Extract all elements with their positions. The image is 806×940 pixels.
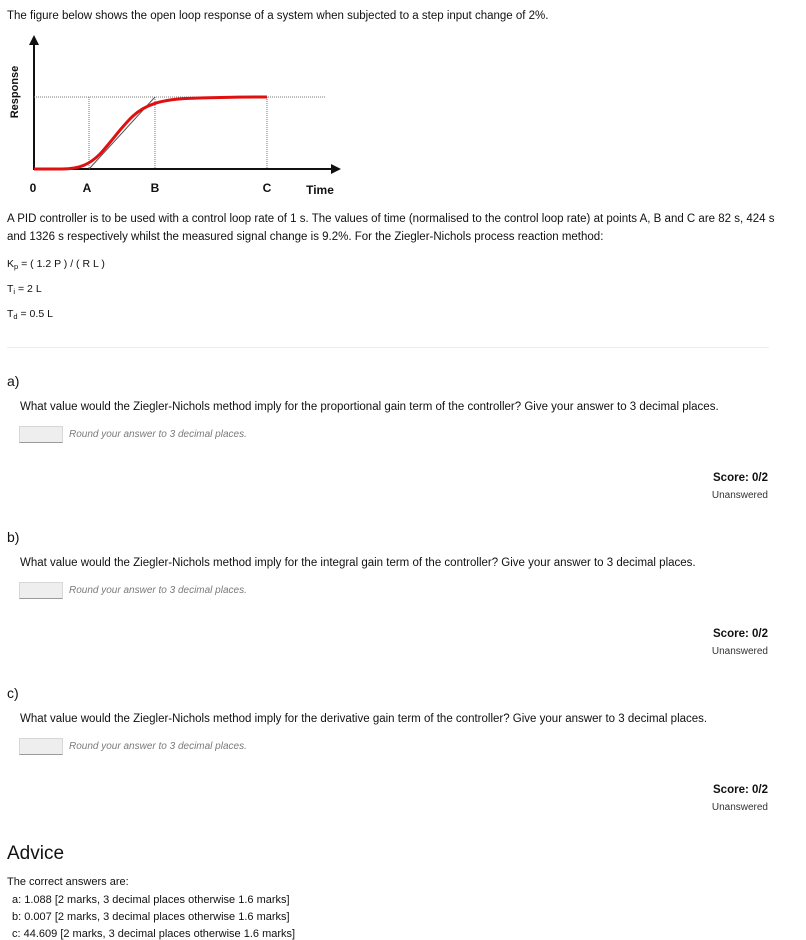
point-label-a: A [82,181,92,195]
ti-subscript: i [13,287,16,296]
question-a-hint: Round your answer to 3 decimal places. [69,429,247,440]
question-b-score: Score: 0/2 [713,628,768,640]
question-b-hint: Round your answer to 3 decimal places. [69,585,247,596]
td-subscript: d [13,312,18,321]
advice-answer-a: a: 1.088 [2 marks, 3 decimal places otherwise 1.6 marks] [12,894,290,906]
question-c-letter: c) [7,685,19,701]
formula-kp [7,258,105,271]
x-axis-arrowhead [331,164,341,174]
x-axis-label: Time [306,183,334,197]
question-c-score: Score: 0/2 [713,784,768,796]
y-axis-label: Response [9,65,21,119]
question-c-answer-input[interactable] [19,738,63,755]
advice-title: Advice [7,843,65,864]
formula-ti [7,283,42,296]
td-symbol: T [7,308,14,320]
y-axis-arrowhead [29,35,39,45]
origin-label: 0 [29,181,37,195]
question-a-answer-input[interactable] [19,426,63,443]
point-label-c: C [262,181,272,195]
problem-paragraph [7,210,787,246]
advice-intro: The correct answers are: [7,876,129,888]
question-c-hint: Round your answer to 3 decimal places. [69,741,247,752]
question-a-status: Unanswered [711,490,768,501]
question-a-score: Score: 0/2 [713,472,768,484]
question-c-text: What value would the Ziegler-Nichols method imply for the derivative gain term of the controller? Give your answer to 3 decimal places. [20,713,708,725]
formula-td [7,308,53,321]
question-c-status: Unanswered [711,802,768,813]
response-curve [34,97,267,169]
advice-answer-b: b: 0.007 [2 marks, 3 decimal places otherwise 1.6 marks] [12,911,290,923]
kp-symbol: K [7,258,15,270]
advice-answer-c: c: 44.609 [2 marks, 3 decimal places otherwise 1.6 marks] [12,928,296,940]
question-b-text: What value would the Ziegler-Nichols method imply for the integral gain term of the controller? Give your answer to 3 decimal places. [20,557,696,569]
td-expression: = 0.5 L [17,308,53,320]
paragraph-line-1: A PID controller is to be used with a control loop rate of 1 s. The values of time (normalised to the control loop rate) at points A, B and C are 82 s, 424 s [7,213,775,225]
ti-expression: = 2 L [15,283,42,295]
kp-subscript: p [14,262,19,271]
question-b-answer-input[interactable] [19,582,63,599]
kp-expression: = ( 1.2 P ) / ( R L ) [18,258,105,270]
question-b-status: Unanswered [711,646,768,657]
ti-symbol: T [7,283,14,295]
paragraph-line-2: and 1326 s respectively whilst the measured signal change is 9.2%. For the Ziegler-Nichols process reaction method: [7,231,604,243]
section-divider [7,347,769,348]
point-label-b: B [150,181,160,195]
step-response-figure [0,30,360,205]
intro-text: The figure below shows the open loop response of a system when subjected to a step input change of 2%. [7,10,549,22]
question-a-text: What value would the Ziegler-Nichols method imply for the proportional gain term of the controller? Give your answer to 3 decimal places. [20,401,719,413]
question-b-letter: b) [7,529,20,545]
question-a-letter: a) [7,373,20,389]
